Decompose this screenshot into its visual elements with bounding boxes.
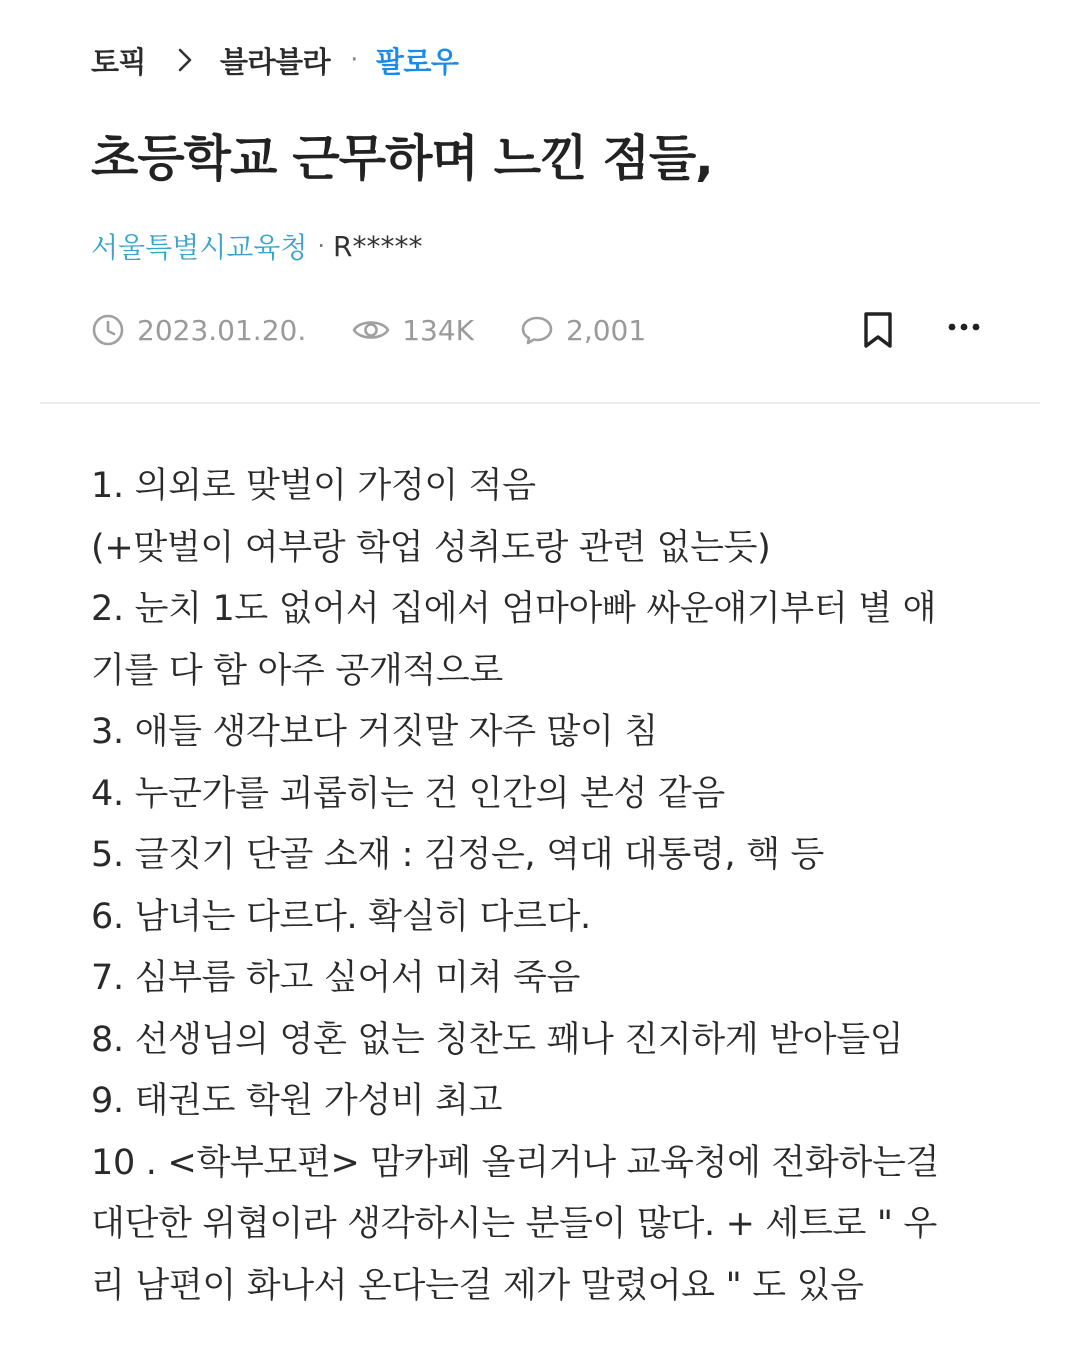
more-icon [944, 312, 984, 342]
post-date-text: 2023.01.20. [137, 313, 307, 347]
body-line: 10 . <학부모편> 맘카페 올리거나 교육청에 전화하는걸 [91, 1142, 939, 1183]
post-title: 초등학교 근무하며 느낀 점들, [91, 130, 713, 187]
post-views [352, 314, 474, 347]
post-comments[interactable] [520, 314, 646, 347]
author-nickname: R***** [333, 229, 423, 263]
author-separator: · [317, 232, 326, 260]
author-company[interactable]: 서울특별시교육청 [91, 231, 308, 264]
bookmark-icon [860, 310, 896, 350]
divider [40, 402, 1040, 404]
breadcrumb [91, 38, 458, 82]
comment-icon [520, 314, 554, 346]
body-line: 9. 태권도 학원 가성비 최고 [91, 1081, 503, 1121]
post-body [91, 456, 991, 1317]
body-line: 대단한 위협이라 생각하시는 분들이 많다. + 세트로 " 우 [91, 1204, 937, 1244]
body-line: 6. 남녀는 다르다. 확실히 다르다. [91, 896, 591, 937]
breadcrumb-topic-link[interactable]: 토픽 [91, 44, 147, 79]
body-line: 2. 눈치 1도 없어서 집에서 엄마아빠 싸운얘기부터 별 얘 [91, 589, 937, 629]
breadcrumb-separator: · [350, 45, 358, 75]
chevron-right-icon [176, 45, 196, 75]
post-meta [91, 308, 646, 352]
eye-icon [352, 315, 390, 345]
author-line [91, 224, 423, 268]
post-comments-text: 2,001 [566, 313, 647, 347]
body-line: 7. 심부름 하고 싶어서 미쳐 죽음 [91, 958, 581, 998]
follow-button[interactable]: 팔로우 [375, 44, 459, 79]
body-line: 3. 애들 생각보다 거짓말 자주 많이 침 [91, 712, 658, 752]
body-line: 기를 다 함 아주 공개적으로 [91, 650, 503, 691]
body-line: 1. 의외로 맞벌이 가정이 적음 [91, 466, 536, 506]
clock-icon [91, 313, 125, 347]
post-views-text: 134K [402, 313, 475, 347]
post-date [91, 313, 306, 347]
body-line: (+맞벌이 여부랑 학업 성취도랑 관련 없는듯) [91, 527, 771, 568]
body-line: 5. 글짓기 단골 소재 : 김정은, 역대 대통령, 핵 등 [91, 835, 825, 875]
bookmark-button[interactable] [860, 310, 896, 350]
breadcrumb-board-link[interactable]: 블라블라 [220, 44, 331, 79]
body-line: 리 남편이 화나서 온다는걸 제가 말렸어요 " 도 있음 [91, 1265, 864, 1306]
body-line: 8. 선생님의 영혼 없는 칭찬도 꽤나 진지하게 받아들임 [91, 1019, 904, 1060]
body-line: 4. 누군가를 괴롭히는 건 인간의 본성 같음 [91, 773, 725, 814]
more-button[interactable] [944, 312, 984, 342]
